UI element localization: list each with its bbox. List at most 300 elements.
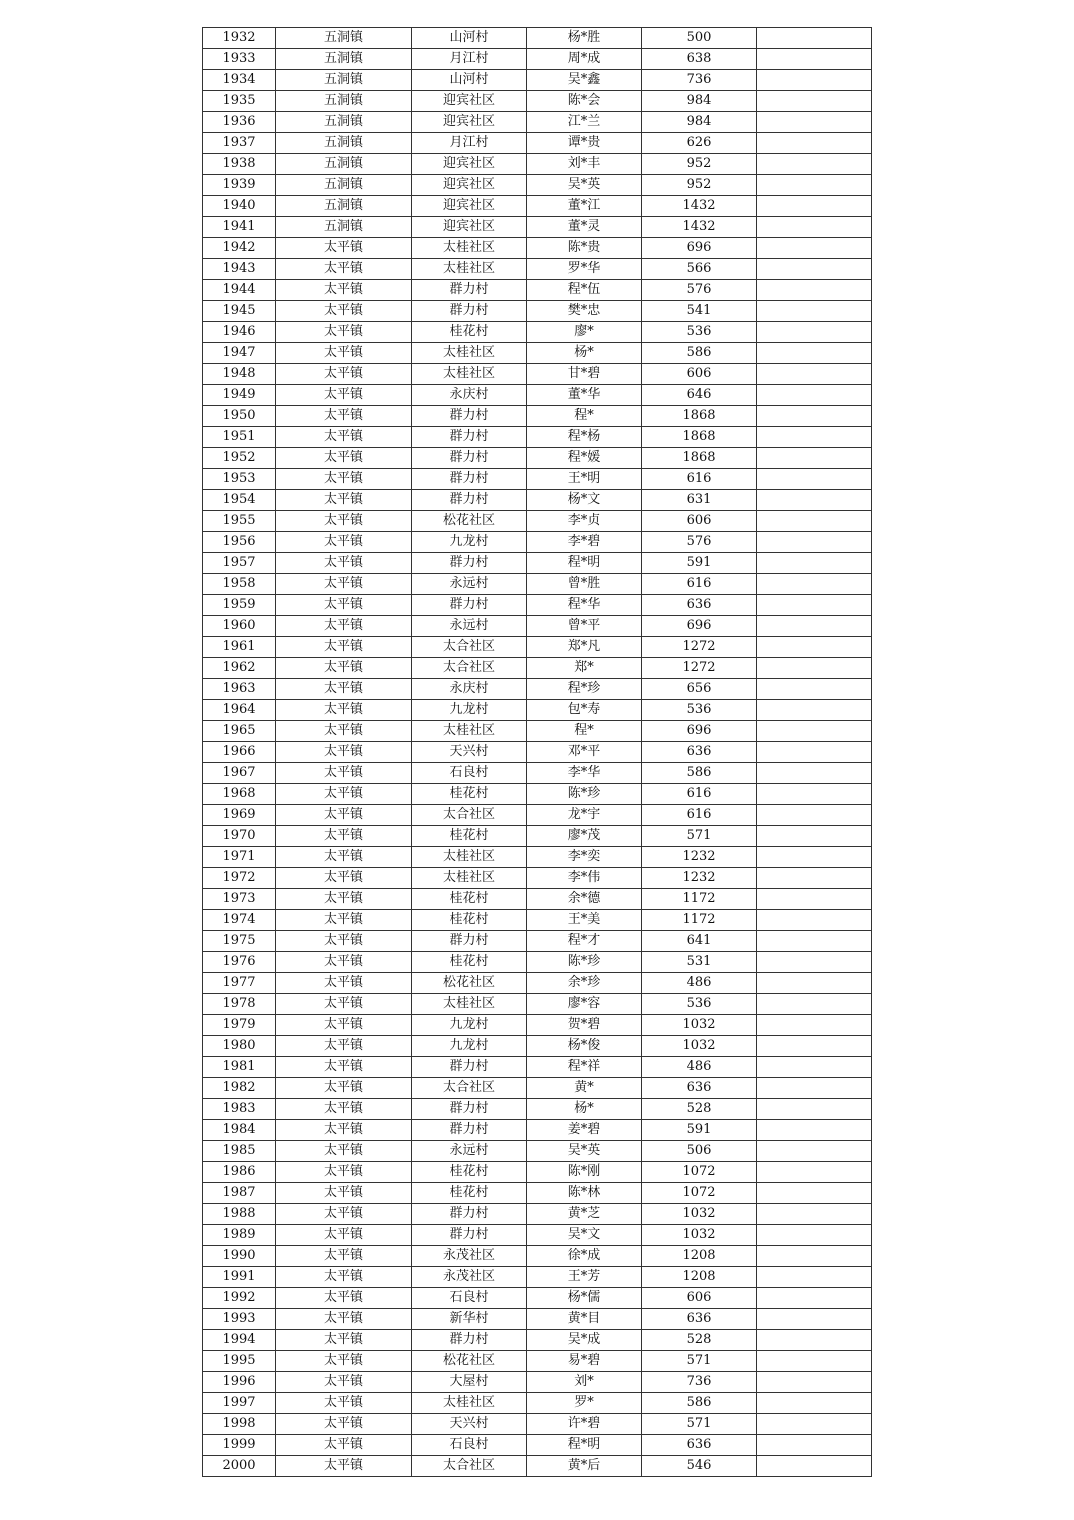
town-cell: 太平镇 bbox=[276, 1288, 412, 1309]
name-cell: 江*兰 bbox=[527, 112, 642, 133]
table-row bbox=[203, 301, 872, 322]
village-cell: 永庆村 bbox=[412, 679, 527, 700]
amount-cell: 591 bbox=[642, 1120, 757, 1141]
row-number-cell: 1956 bbox=[203, 532, 276, 553]
table-row bbox=[203, 469, 872, 490]
town-cell: 太平镇 bbox=[276, 448, 412, 469]
village-cell: 迎宾社区 bbox=[412, 196, 527, 217]
table-row bbox=[203, 553, 872, 574]
name-cell: 程* bbox=[527, 406, 642, 427]
table-row bbox=[203, 952, 872, 973]
row-number-cell: 1939 bbox=[203, 175, 276, 196]
village-cell: 太合社区 bbox=[412, 1456, 527, 1477]
amount-cell: 1032 bbox=[642, 1204, 757, 1225]
amount-cell: 591 bbox=[642, 553, 757, 574]
town-cell: 太平镇 bbox=[276, 364, 412, 385]
name-cell: 罗*华 bbox=[527, 259, 642, 280]
village-cell: 群力村 bbox=[412, 490, 527, 511]
town-cell: 太平镇 bbox=[276, 574, 412, 595]
table-row bbox=[203, 721, 872, 742]
note-cell bbox=[757, 994, 872, 1015]
table-row bbox=[203, 910, 872, 931]
note-cell bbox=[757, 595, 872, 616]
row-number-cell: 1937 bbox=[203, 133, 276, 154]
name-cell: 程*才 bbox=[527, 931, 642, 952]
table-row bbox=[203, 1309, 872, 1330]
amount-cell: 1432 bbox=[642, 217, 757, 238]
village-cell: 太桂社区 bbox=[412, 994, 527, 1015]
note-cell bbox=[757, 616, 872, 637]
village-cell: 太桂社区 bbox=[412, 364, 527, 385]
table-row bbox=[203, 1225, 872, 1246]
town-cell: 太平镇 bbox=[276, 1309, 412, 1330]
row-number-cell: 1971 bbox=[203, 847, 276, 868]
town-cell: 太平镇 bbox=[276, 385, 412, 406]
name-cell: 杨*俊 bbox=[527, 1036, 642, 1057]
table-row bbox=[203, 1456, 872, 1477]
note-cell bbox=[757, 1309, 872, 1330]
town-cell: 太平镇 bbox=[276, 1246, 412, 1267]
amount-cell: 636 bbox=[642, 742, 757, 763]
row-number-cell: 1953 bbox=[203, 469, 276, 490]
village-cell: 桂花村 bbox=[412, 1162, 527, 1183]
town-cell: 太平镇 bbox=[276, 1078, 412, 1099]
town-cell: 太平镇 bbox=[276, 595, 412, 616]
table-row bbox=[203, 511, 872, 532]
note-cell bbox=[757, 1183, 872, 1204]
amount-cell: 656 bbox=[642, 679, 757, 700]
village-cell: 群力村 bbox=[412, 1225, 527, 1246]
village-cell: 永茂社区 bbox=[412, 1246, 527, 1267]
table-row bbox=[203, 1288, 872, 1309]
row-number-cell: 1987 bbox=[203, 1183, 276, 1204]
village-cell: 新华村 bbox=[412, 1309, 527, 1330]
amount-cell: 616 bbox=[642, 574, 757, 595]
name-cell: 周*成 bbox=[527, 49, 642, 70]
town-cell: 太平镇 bbox=[276, 868, 412, 889]
village-cell: 桂花村 bbox=[412, 784, 527, 805]
village-cell: 群力村 bbox=[412, 595, 527, 616]
note-cell bbox=[757, 1456, 872, 1477]
note-cell bbox=[757, 406, 872, 427]
amount-cell: 641 bbox=[642, 931, 757, 952]
amount-cell: 696 bbox=[642, 238, 757, 259]
amount-cell: 506 bbox=[642, 1141, 757, 1162]
amount-cell: 1208 bbox=[642, 1267, 757, 1288]
town-cell: 五洞镇 bbox=[276, 133, 412, 154]
table-row bbox=[203, 1099, 872, 1120]
village-cell: 迎宾社区 bbox=[412, 217, 527, 238]
name-cell: 王*明 bbox=[527, 469, 642, 490]
note-cell bbox=[757, 679, 872, 700]
table-row bbox=[203, 1162, 872, 1183]
name-cell: 陈*珍 bbox=[527, 784, 642, 805]
table-row bbox=[203, 931, 872, 952]
name-cell: 杨*儒 bbox=[527, 1288, 642, 1309]
name-cell: 陈*刚 bbox=[527, 1162, 642, 1183]
note-cell bbox=[757, 469, 872, 490]
row-number-cell: 1952 bbox=[203, 448, 276, 469]
row-number-cell: 1933 bbox=[203, 49, 276, 70]
note-cell bbox=[757, 511, 872, 532]
note-cell bbox=[757, 1414, 872, 1435]
village-cell: 太桂社区 bbox=[412, 868, 527, 889]
row-number-cell: 1975 bbox=[203, 931, 276, 952]
table-row bbox=[203, 70, 872, 91]
row-number-cell: 1994 bbox=[203, 1330, 276, 1351]
name-cell: 余*珍 bbox=[527, 973, 642, 994]
town-cell: 五洞镇 bbox=[276, 28, 412, 49]
table-row bbox=[203, 1057, 872, 1078]
row-number-cell: 1976 bbox=[203, 952, 276, 973]
name-cell: 余*德 bbox=[527, 889, 642, 910]
town-cell: 太平镇 bbox=[276, 1036, 412, 1057]
row-number-cell: 1997 bbox=[203, 1393, 276, 1414]
row-number-cell: 1967 bbox=[203, 763, 276, 784]
table-row bbox=[203, 49, 872, 70]
amount-cell: 646 bbox=[642, 385, 757, 406]
town-cell: 太平镇 bbox=[276, 1414, 412, 1435]
town-cell: 太平镇 bbox=[276, 1204, 412, 1225]
table-row bbox=[203, 490, 872, 511]
village-cell: 山河村 bbox=[412, 70, 527, 91]
name-cell: 吴*英 bbox=[527, 1141, 642, 1162]
table-row bbox=[203, 658, 872, 679]
table-row bbox=[203, 154, 872, 175]
village-cell: 群力村 bbox=[412, 448, 527, 469]
name-cell: 李*伟 bbox=[527, 868, 642, 889]
note-cell bbox=[757, 364, 872, 385]
amount-cell: 1432 bbox=[642, 196, 757, 217]
row-number-cell: 1969 bbox=[203, 805, 276, 826]
town-cell: 太平镇 bbox=[276, 1183, 412, 1204]
town-cell: 太平镇 bbox=[276, 994, 412, 1015]
name-cell: 龙*宇 bbox=[527, 805, 642, 826]
table-row bbox=[203, 133, 872, 154]
amount-cell: 606 bbox=[642, 364, 757, 385]
table-row bbox=[203, 889, 872, 910]
village-cell: 太合社区 bbox=[412, 1078, 527, 1099]
village-cell: 迎宾社区 bbox=[412, 91, 527, 112]
town-cell: 太平镇 bbox=[276, 322, 412, 343]
note-cell bbox=[757, 1099, 872, 1120]
amount-cell: 1232 bbox=[642, 868, 757, 889]
town-cell: 太平镇 bbox=[276, 1120, 412, 1141]
amount-cell: 586 bbox=[642, 343, 757, 364]
row-number-cell: 1965 bbox=[203, 721, 276, 742]
note-cell bbox=[757, 1204, 872, 1225]
amount-cell: 586 bbox=[642, 1393, 757, 1414]
town-cell: 五洞镇 bbox=[276, 91, 412, 112]
town-cell: 太平镇 bbox=[276, 889, 412, 910]
note-cell bbox=[757, 889, 872, 910]
amount-cell: 984 bbox=[642, 112, 757, 133]
row-number-cell: 1996 bbox=[203, 1372, 276, 1393]
amount-cell: 736 bbox=[642, 70, 757, 91]
name-cell: 程* bbox=[527, 721, 642, 742]
row-number-cell: 1961 bbox=[203, 637, 276, 658]
row-number-cell: 1944 bbox=[203, 280, 276, 301]
note-cell bbox=[757, 490, 872, 511]
note-cell bbox=[757, 1078, 872, 1099]
row-number-cell: 1960 bbox=[203, 616, 276, 637]
village-cell: 群力村 bbox=[412, 406, 527, 427]
amount-cell: 1032 bbox=[642, 1225, 757, 1246]
name-cell: 陈*贵 bbox=[527, 238, 642, 259]
row-number-cell: 1947 bbox=[203, 343, 276, 364]
town-cell: 五洞镇 bbox=[276, 70, 412, 91]
table-row bbox=[203, 574, 872, 595]
table-row bbox=[203, 973, 872, 994]
table-row bbox=[203, 1078, 872, 1099]
town-cell: 太平镇 bbox=[276, 658, 412, 679]
name-cell: 黄* bbox=[527, 1078, 642, 1099]
note-cell bbox=[757, 259, 872, 280]
amount-cell: 736 bbox=[642, 1372, 757, 1393]
village-cell: 桂花村 bbox=[412, 910, 527, 931]
town-cell: 太平镇 bbox=[276, 532, 412, 553]
name-cell: 程*杨 bbox=[527, 427, 642, 448]
row-number-cell: 1974 bbox=[203, 910, 276, 931]
town-cell: 太平镇 bbox=[276, 406, 412, 427]
note-cell bbox=[757, 931, 872, 952]
village-cell: 九龙村 bbox=[412, 532, 527, 553]
town-cell: 太平镇 bbox=[276, 511, 412, 532]
name-cell: 程*媛 bbox=[527, 448, 642, 469]
note-cell bbox=[757, 868, 872, 889]
town-cell: 太平镇 bbox=[276, 238, 412, 259]
name-cell: 吴*成 bbox=[527, 1330, 642, 1351]
row-number-cell: 1935 bbox=[203, 91, 276, 112]
amount-cell: 528 bbox=[642, 1099, 757, 1120]
note-cell bbox=[757, 280, 872, 301]
note-cell bbox=[757, 553, 872, 574]
village-cell: 迎宾社区 bbox=[412, 112, 527, 133]
town-cell: 太平镇 bbox=[276, 931, 412, 952]
note-cell bbox=[757, 175, 872, 196]
note-cell bbox=[757, 1015, 872, 1036]
town-cell: 太平镇 bbox=[276, 301, 412, 322]
table-row bbox=[203, 595, 872, 616]
row-number-cell: 1951 bbox=[203, 427, 276, 448]
amount-cell: 696 bbox=[642, 721, 757, 742]
town-cell: 太平镇 bbox=[276, 1162, 412, 1183]
village-cell: 太桂社区 bbox=[412, 259, 527, 280]
village-cell: 太桂社区 bbox=[412, 1393, 527, 1414]
table-row bbox=[203, 175, 872, 196]
table-row bbox=[203, 847, 872, 868]
village-cell: 松花社区 bbox=[412, 1351, 527, 1372]
row-number-cell: 1940 bbox=[203, 196, 276, 217]
village-cell: 石良村 bbox=[412, 1288, 527, 1309]
table-row bbox=[203, 700, 872, 721]
row-number-cell: 1998 bbox=[203, 1414, 276, 1435]
row-number-cell: 1977 bbox=[203, 973, 276, 994]
note-cell bbox=[757, 343, 872, 364]
name-cell: 罗* bbox=[527, 1393, 642, 1414]
amount-cell: 1172 bbox=[642, 910, 757, 931]
table-row bbox=[203, 238, 872, 259]
village-cell: 天兴村 bbox=[412, 742, 527, 763]
town-cell: 太平镇 bbox=[276, 826, 412, 847]
amount-cell: 984 bbox=[642, 91, 757, 112]
note-cell bbox=[757, 91, 872, 112]
town-cell: 太平镇 bbox=[276, 1330, 412, 1351]
note-cell bbox=[757, 196, 872, 217]
amount-cell: 1868 bbox=[642, 427, 757, 448]
name-cell: 李*贞 bbox=[527, 511, 642, 532]
row-number-cell: 1955 bbox=[203, 511, 276, 532]
table-row bbox=[203, 1246, 872, 1267]
amount-cell: 576 bbox=[642, 280, 757, 301]
town-cell: 太平镇 bbox=[276, 973, 412, 994]
row-number-cell: 1964 bbox=[203, 700, 276, 721]
row-number-cell: 1999 bbox=[203, 1435, 276, 1456]
amount-cell: 638 bbox=[642, 49, 757, 70]
row-number-cell: 1934 bbox=[203, 70, 276, 91]
village-cell: 群力村 bbox=[412, 1099, 527, 1120]
amount-cell: 636 bbox=[642, 595, 757, 616]
village-cell: 群力村 bbox=[412, 1204, 527, 1225]
town-cell: 太平镇 bbox=[276, 1435, 412, 1456]
name-cell: 吴*文 bbox=[527, 1225, 642, 1246]
row-number-cell: 1993 bbox=[203, 1309, 276, 1330]
row-number-cell: 1941 bbox=[203, 217, 276, 238]
row-number-cell: 2000 bbox=[203, 1456, 276, 1477]
table-row bbox=[203, 1414, 872, 1435]
table-row bbox=[203, 1435, 872, 1456]
note-cell bbox=[757, 658, 872, 679]
table-row bbox=[203, 259, 872, 280]
name-cell: 易*碧 bbox=[527, 1351, 642, 1372]
note-cell bbox=[757, 301, 872, 322]
note-cell bbox=[757, 1246, 872, 1267]
name-cell: 程*明 bbox=[527, 553, 642, 574]
amount-cell: 586 bbox=[642, 763, 757, 784]
records-table-body bbox=[203, 28, 872, 1477]
note-cell bbox=[757, 847, 872, 868]
village-cell: 太桂社区 bbox=[412, 343, 527, 364]
town-cell: 五洞镇 bbox=[276, 217, 412, 238]
note-cell bbox=[757, 1120, 872, 1141]
amount-cell: 486 bbox=[642, 973, 757, 994]
row-number-cell: 1958 bbox=[203, 574, 276, 595]
table-row bbox=[203, 532, 872, 553]
table-row bbox=[203, 1141, 872, 1162]
amount-cell: 1072 bbox=[642, 1183, 757, 1204]
name-cell: 刘*丰 bbox=[527, 154, 642, 175]
amount-cell: 571 bbox=[642, 1351, 757, 1372]
village-cell: 石良村 bbox=[412, 1435, 527, 1456]
village-cell: 九龙村 bbox=[412, 1015, 527, 1036]
amount-cell: 571 bbox=[642, 826, 757, 847]
table-row bbox=[203, 616, 872, 637]
village-cell: 石良村 bbox=[412, 763, 527, 784]
amount-cell: 636 bbox=[642, 1078, 757, 1099]
note-cell bbox=[757, 910, 872, 931]
village-cell: 桂花村 bbox=[412, 952, 527, 973]
note-cell bbox=[757, 448, 872, 469]
table-row bbox=[203, 385, 872, 406]
town-cell: 太平镇 bbox=[276, 1225, 412, 1246]
amount-cell: 536 bbox=[642, 700, 757, 721]
row-number-cell: 1972 bbox=[203, 868, 276, 889]
name-cell: 贺*碧 bbox=[527, 1015, 642, 1036]
village-cell: 永远村 bbox=[412, 574, 527, 595]
name-cell: 李*华 bbox=[527, 763, 642, 784]
name-cell: 董*华 bbox=[527, 385, 642, 406]
row-number-cell: 1957 bbox=[203, 553, 276, 574]
row-number-cell: 1946 bbox=[203, 322, 276, 343]
name-cell: 樊*忠 bbox=[527, 301, 642, 322]
village-cell: 群力村 bbox=[412, 427, 527, 448]
name-cell: 甘*碧 bbox=[527, 364, 642, 385]
village-cell: 迎宾社区 bbox=[412, 175, 527, 196]
table-row bbox=[203, 91, 872, 112]
town-cell: 太平镇 bbox=[276, 553, 412, 574]
village-cell: 群力村 bbox=[412, 931, 527, 952]
row-number-cell: 1938 bbox=[203, 154, 276, 175]
note-cell bbox=[757, 700, 872, 721]
town-cell: 太平镇 bbox=[276, 847, 412, 868]
note-cell bbox=[757, 826, 872, 847]
village-cell: 群力村 bbox=[412, 1057, 527, 1078]
table-row bbox=[203, 1204, 872, 1225]
table-row bbox=[203, 427, 872, 448]
row-number-cell: 1942 bbox=[203, 238, 276, 259]
town-cell: 太平镇 bbox=[276, 280, 412, 301]
name-cell: 杨* bbox=[527, 343, 642, 364]
village-cell: 山河村 bbox=[412, 28, 527, 49]
town-cell: 五洞镇 bbox=[276, 49, 412, 70]
amount-cell: 576 bbox=[642, 532, 757, 553]
name-cell: 李*碧 bbox=[527, 532, 642, 553]
town-cell: 太平镇 bbox=[276, 784, 412, 805]
town-cell: 太平镇 bbox=[276, 763, 412, 784]
table-row bbox=[203, 196, 872, 217]
village-cell: 桂花村 bbox=[412, 1183, 527, 1204]
amount-cell: 606 bbox=[642, 1288, 757, 1309]
note-cell bbox=[757, 637, 872, 658]
note-cell bbox=[757, 721, 872, 742]
name-cell: 曾*平 bbox=[527, 616, 642, 637]
note-cell bbox=[757, 238, 872, 259]
table-row bbox=[203, 763, 872, 784]
row-number-cell: 1949 bbox=[203, 385, 276, 406]
table-row bbox=[203, 1267, 872, 1288]
amount-cell: 531 bbox=[642, 952, 757, 973]
note-cell bbox=[757, 28, 872, 49]
amount-cell: 500 bbox=[642, 28, 757, 49]
town-cell: 太平镇 bbox=[276, 1057, 412, 1078]
row-number-cell: 1970 bbox=[203, 826, 276, 847]
amount-cell: 486 bbox=[642, 1057, 757, 1078]
note-cell bbox=[757, 133, 872, 154]
amount-cell: 606 bbox=[642, 511, 757, 532]
name-cell: 杨*胜 bbox=[527, 28, 642, 49]
village-cell: 月江村 bbox=[412, 133, 527, 154]
note-cell bbox=[757, 217, 872, 238]
town-cell: 五洞镇 bbox=[276, 175, 412, 196]
village-cell: 太合社区 bbox=[412, 805, 527, 826]
amount-cell: 1072 bbox=[642, 1162, 757, 1183]
town-cell: 太平镇 bbox=[276, 700, 412, 721]
row-number-cell: 1963 bbox=[203, 679, 276, 700]
row-number-cell: 1966 bbox=[203, 742, 276, 763]
name-cell: 黄*后 bbox=[527, 1456, 642, 1477]
name-cell: 李*奕 bbox=[527, 847, 642, 868]
name-cell: 程*华 bbox=[527, 595, 642, 616]
